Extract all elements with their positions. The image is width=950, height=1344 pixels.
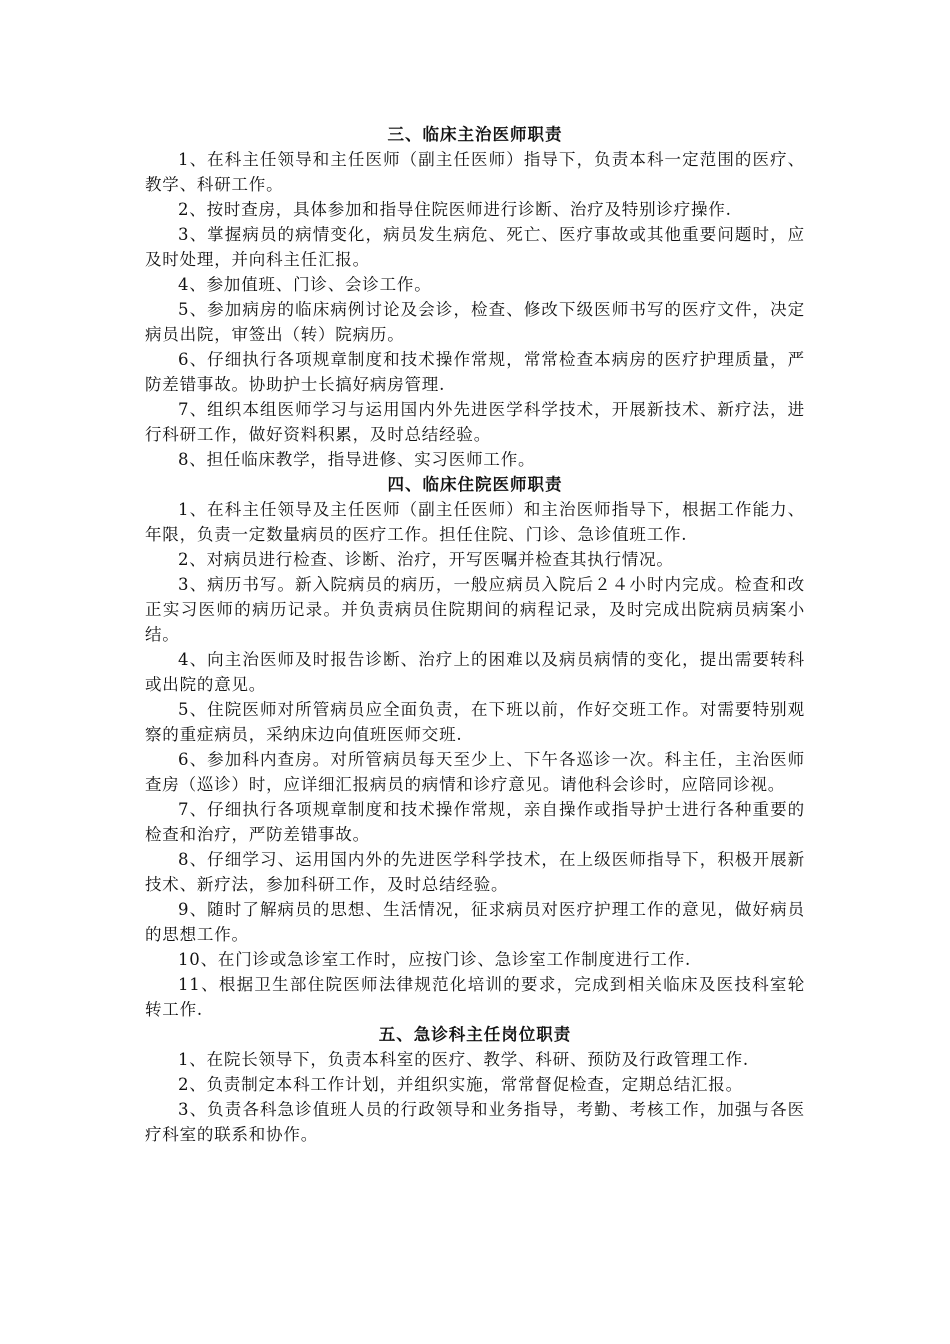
duty-item: 1、在院长领导下，负责本科室的医疗、教学、科研、预防及行政管理工作. (178, 1050, 749, 1069)
duty-item: 2、对病员进行检查、诊断、治疗，开写医嘱并检查其执行情况。 (178, 550, 674, 569)
duty-item: 3、病历书写。新入院病员的病历，一般应病员入院后２４小时内完成。检查和改正实习医师的病历记录。并负责病员住院期间的病程记录，及时完成出院病员病案小结。 (145, 575, 805, 644)
duty-item: 2、负责制定本科工作计划，并组织实施，常常督促检查，定期总结汇报。 (178, 1075, 743, 1094)
section-title: 三、临床主治医师职责 (387, 125, 563, 144)
duty-item: 7、组织本组医师学习与运用国内外先进医学科学技术，开展新技术、新疗法，进行科研工作，做好资料积累，及时总结经验。 (145, 400, 805, 444)
section-title: 四、临床住院医师职责 (387, 475, 563, 494)
duty-item: 3、掌握病员的病情变化，病员发生病危、死亡、医疗事故或其他重要问题时，应及时处理，并向科主任汇报。 (145, 225, 805, 269)
section-4 (145, 472, 805, 1022)
duty-item: 2、按时查房，具体参加和指导住院医师进行诊断、治疗及特别诊疗操作. (178, 200, 732, 219)
duty-item: 3、负责各科急诊值班人员的行政领导和业务指导，考勤、考核工作，加强与各医疗科室的联系和协作。 (145, 1100, 805, 1144)
duty-item: 1、在科主任领导和主任医师（副主任医师）指导下，负责本科一定范围的医疗、教学、科研工作。 (145, 150, 805, 194)
duty-item: 11、根据卫生部住院医师法律规范化培训的要求，完成到相关临床及医技科室轮转工作. (145, 975, 805, 1019)
duty-item: 7、仔细执行各项规章制度和技术操作常规，亲自操作或指导护士进行各种重要的检查和治疗，严防差错事故。 (145, 800, 805, 844)
duty-item: 6、参加科内查房。对所管病员每天至少上、下午各巡诊一次。科主任，主治医师查房（巡诊）时，应详细汇报病员的病情和诊疗意见。请他科会诊时，应陪同诊视。 (145, 750, 805, 794)
duty-item: 10、在门诊或急诊室工作时，应按门诊、急诊室工作制度进行工作. (178, 950, 692, 969)
duty-item: 4、向主治医师及时报告诊断、治疗上的困难以及病员病情的变化，提出需要转科或出院的意见。 (145, 650, 805, 694)
section-3 (145, 122, 805, 472)
duty-item: 8、仔细学习、运用国内外的先进医学科学技术，在上级医师指导下，积极开展新技术、新疗法，参加科研工作，及时总结经验。 (145, 850, 805, 894)
duty-item: 1、在科主任领导及主任医师（副主任医师）和主治医师指导下，根据工作能力、年限，负责一定数量病员的医疗工作。担任住院、门诊、急诊值班工作. (145, 500, 805, 544)
duty-item: 4、参加值班、门诊、会诊工作。 (178, 275, 432, 294)
duty-item: 9、随时了解病员的思想、生活情况，征求病员对医疗护理工作的意见，做好病员的思想工作。 (145, 900, 805, 944)
section-5 (145, 1022, 805, 1147)
duty-item: 5、参加病房的临床病例讨论及会诊，检查、修改下级医师书写的医疗文件，决定病员出院，审签出（转）院病历。 (145, 300, 805, 344)
duty-item: 6、仔细执行各项规章制度和技术操作常规，常常检查本病房的医疗护理质量，严防差错事故。协助护士长搞好病房管理. (145, 350, 805, 394)
duty-item: 5、住院医师对所管病员应全面负责，在下班以前，作好交班工作。对需要特别观察的重症病员，采纳床边向值班医师交班. (145, 700, 805, 744)
document-page (145, 122, 805, 1147)
duty-item: 8、担任临床教学，指导进修、实习医师工作。 (178, 450, 536, 469)
section-title: 五、急诊科主任岗位职责 (378, 1025, 572, 1044)
